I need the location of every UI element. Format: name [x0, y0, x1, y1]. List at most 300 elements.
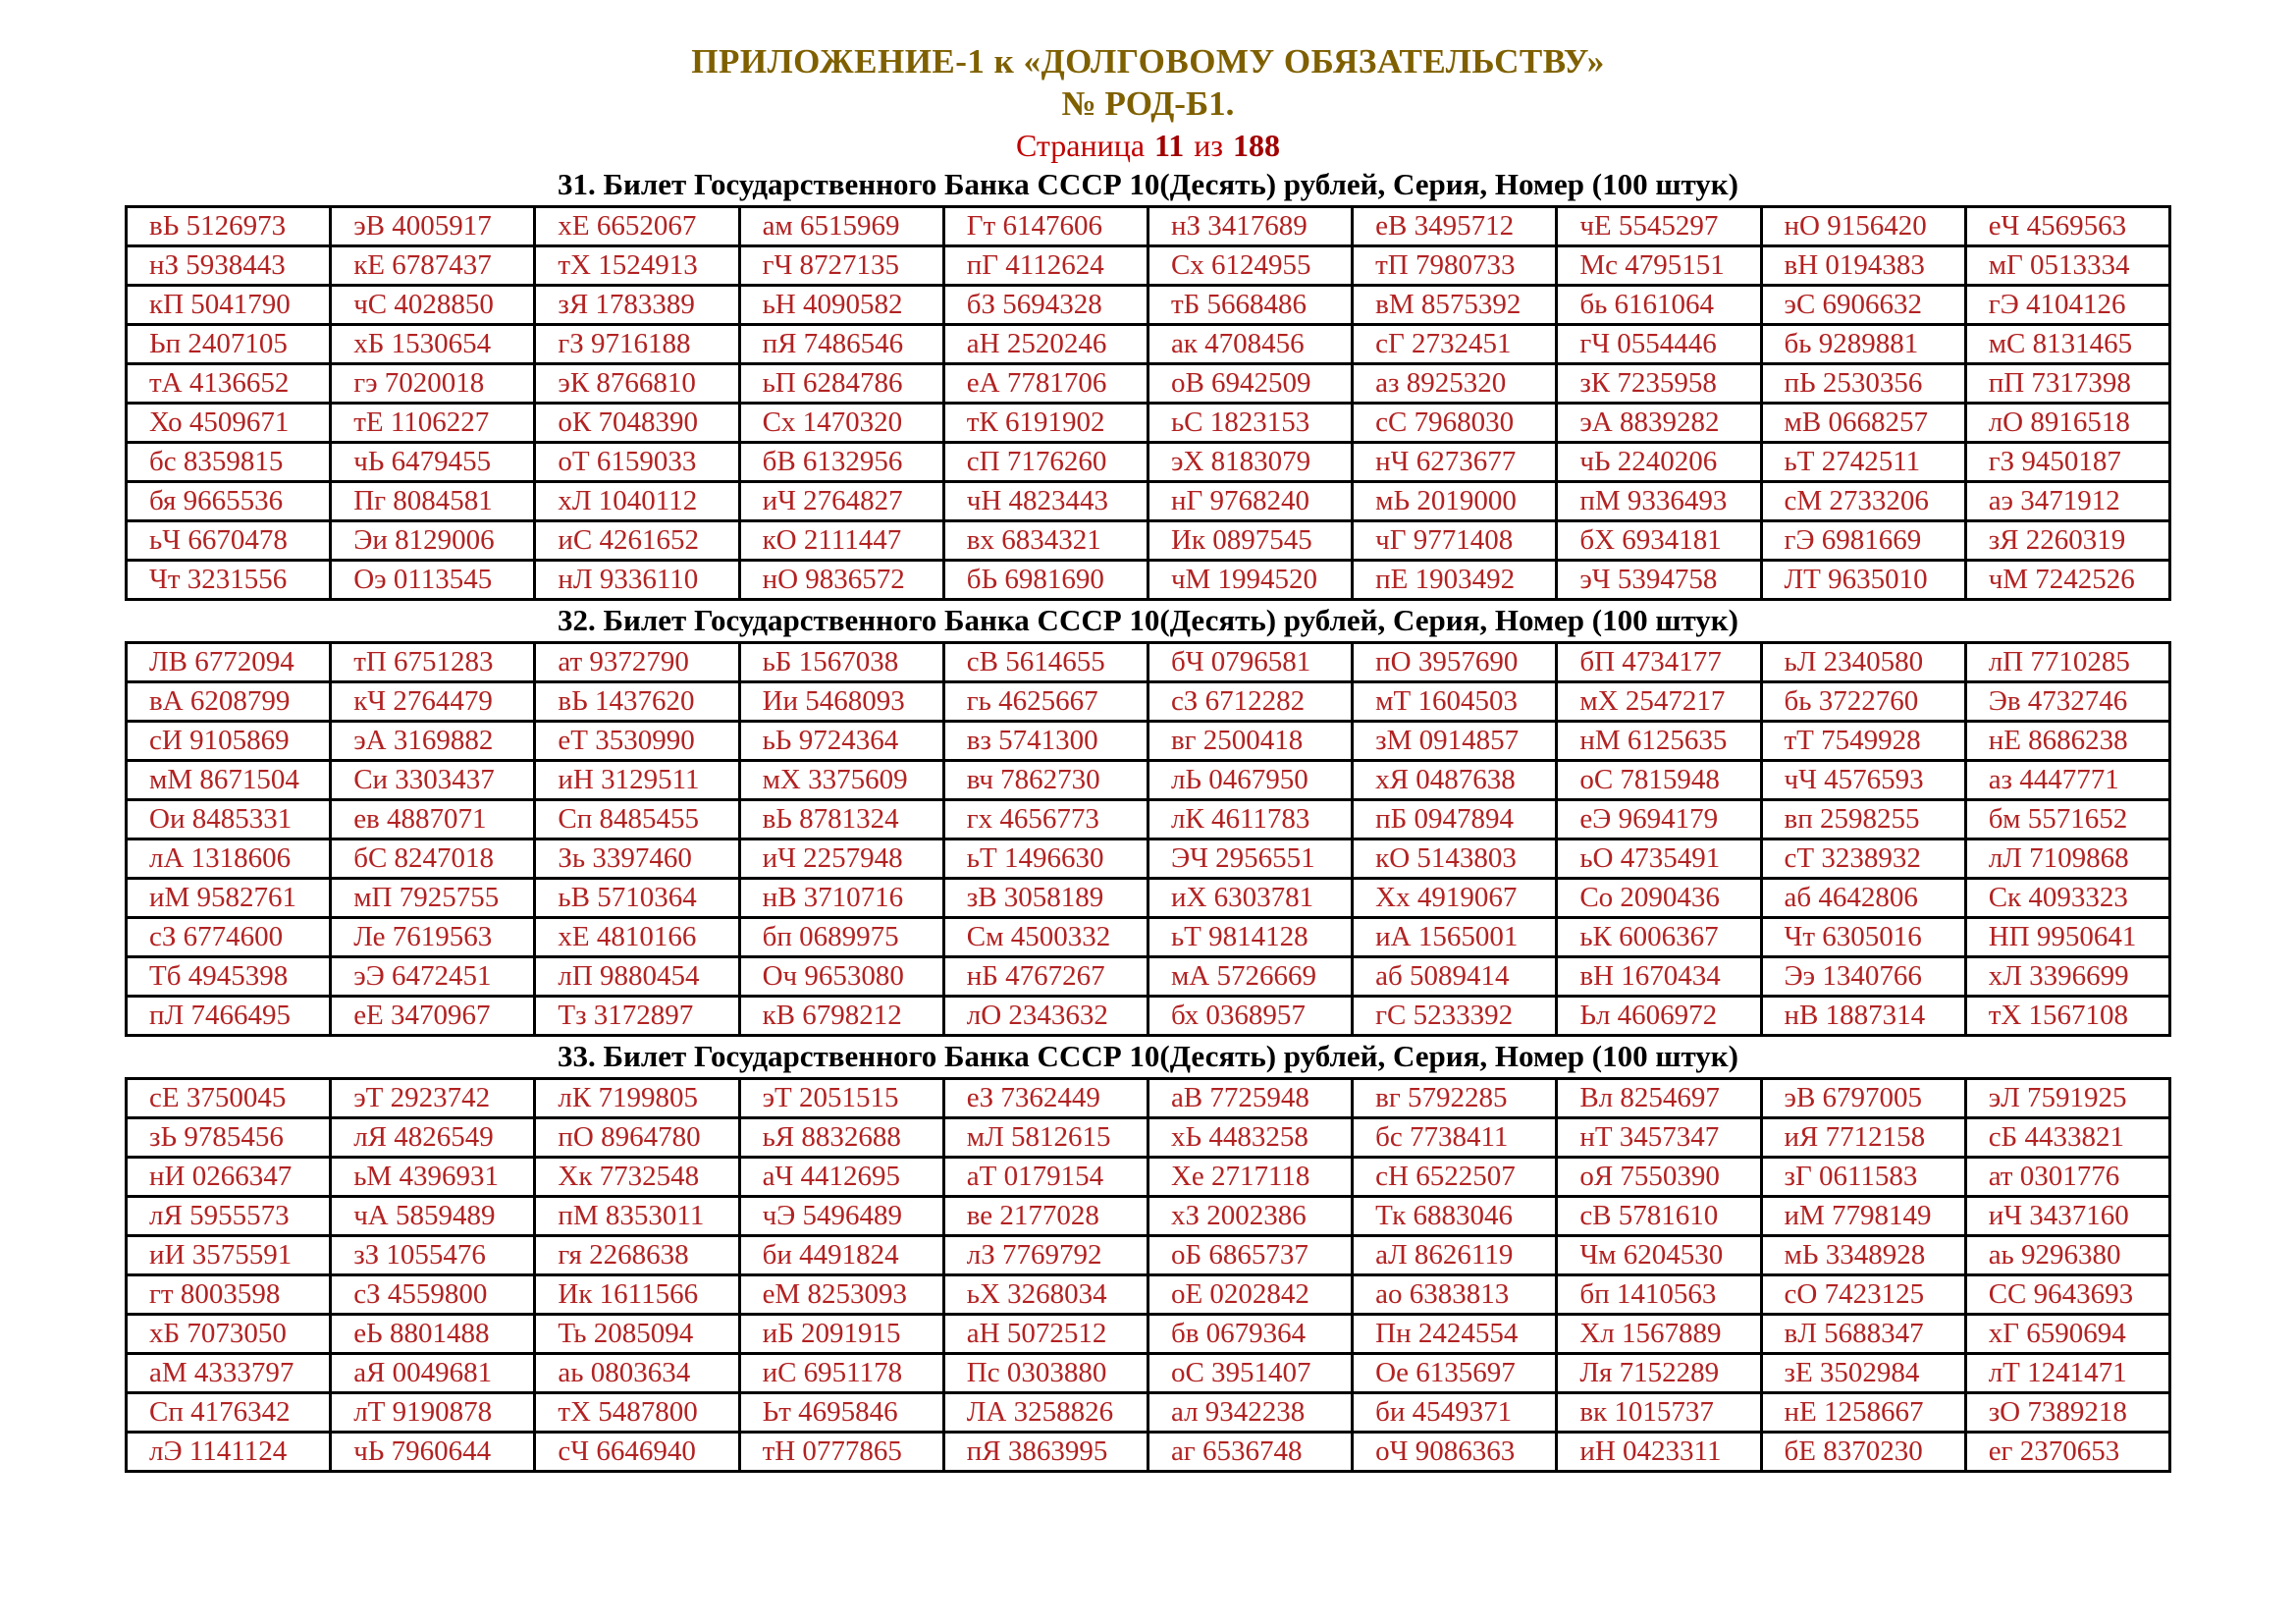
serial-cell: лТ 9190878 — [331, 1393, 535, 1433]
table-row — [127, 325, 2170, 364]
serial-cell: гя 2268638 — [535, 1236, 739, 1275]
serial-cell: аз 4447771 — [1965, 761, 2169, 800]
serial-cell: тЕ 1106227 — [331, 404, 535, 443]
serial-cell: ам 6515969 — [739, 207, 943, 246]
serial-cell: бп 1410563 — [1557, 1275, 1761, 1315]
serial-cell: мА 5726669 — [1148, 957, 1352, 997]
serial-cell: эВ 4005917 — [331, 207, 535, 246]
serial-cell: тН 0777865 — [739, 1433, 943, 1472]
table-row — [127, 839, 2170, 879]
table-row — [127, 286, 2170, 325]
serial-cell: еВ 3495712 — [1353, 207, 1557, 246]
serial-tables-container — [0, 166, 2296, 1473]
table-row — [127, 643, 2170, 682]
table-row — [127, 404, 2170, 443]
serial-cell: вк 1015737 — [1557, 1393, 1761, 1433]
serial-cell: чЬ 7960644 — [331, 1433, 535, 1472]
serial-cell: лЯ 4826549 — [331, 1118, 535, 1158]
serial-cell: пМ 8353011 — [535, 1197, 739, 1236]
serial-cell: Сп 4176342 — [127, 1393, 331, 1433]
serial-cell: гЭ 6981669 — [1761, 521, 1965, 561]
table-row — [127, 1275, 2170, 1315]
serial-cell: аН 2520246 — [943, 325, 1148, 364]
table-row — [127, 246, 2170, 286]
serial-cell: иЧ 3437160 — [1965, 1197, 2169, 1236]
serial-cell: бХ 6934181 — [1557, 521, 1761, 561]
serial-cell: аз 8925320 — [1353, 364, 1557, 404]
serial-cell: ег 2370653 — [1965, 1433, 2169, 1472]
serial-cell: хЗ 2002386 — [1148, 1197, 1352, 1236]
serial-cell: лА 1318606 — [127, 839, 331, 879]
serial-cell: зЯ 1783389 — [535, 286, 739, 325]
serial-cell: оЕ 0202842 — [1148, 1275, 1352, 1315]
serial-cell: мХ 3375609 — [739, 761, 943, 800]
page-total: 188 — [1233, 128, 1281, 163]
serial-cell: Пг 8084581 — [331, 482, 535, 521]
serial-cell: лП 7710285 — [1965, 643, 2169, 682]
serial-cell: сС 7968030 — [1353, 404, 1557, 443]
serial-cell: аЯ 0049681 — [331, 1354, 535, 1393]
serial-cell: вЛ 5688347 — [1761, 1315, 1965, 1354]
serial-cell: НП 9950641 — [1965, 918, 2169, 957]
serial-cell: оВ 6942509 — [1148, 364, 1352, 404]
serial-cell: иИ 3575591 — [127, 1236, 331, 1275]
serial-cell: эТ 2923742 — [331, 1079, 535, 1118]
serial-cell: ьК 6006367 — [1557, 918, 1761, 957]
table-row — [127, 682, 2170, 722]
serial-cell: Ои 8485331 — [127, 800, 331, 839]
serial-cell: аэ 3471912 — [1965, 482, 2169, 521]
serial-table — [125, 1077, 2171, 1473]
serial-cell: вЬ 8781324 — [739, 800, 943, 839]
serial-cell: чА 5859489 — [331, 1197, 535, 1236]
serial-cell: Оэ 0113545 — [331, 561, 535, 600]
serial-cell: оБ 6865737 — [1148, 1236, 1352, 1275]
serial-cell: сВ 5614655 — [943, 643, 1148, 682]
table-row — [127, 761, 2170, 800]
serial-cell: аг 6536748 — [1148, 1433, 1352, 1472]
serial-cell: тБ 5668486 — [1148, 286, 1352, 325]
serial-cell: ьО 4735491 — [1557, 839, 1761, 879]
serial-cell: оК 7048390 — [535, 404, 739, 443]
serial-cell: Ээ 1340766 — [1761, 957, 1965, 997]
serial-cell: Ик 0897545 — [1148, 521, 1352, 561]
serial-cell: Хе 2717118 — [1148, 1158, 1352, 1197]
serial-cell: чЧ 4576593 — [1761, 761, 1965, 800]
serial-cell: Эв 4732746 — [1965, 682, 2169, 722]
table-row — [127, 207, 2170, 246]
table-row — [127, 443, 2170, 482]
serial-cell: мМ 8671504 — [127, 761, 331, 800]
serial-cell: тТ 7549928 — [1761, 722, 1965, 761]
serial-cell: пП 7317398 — [1965, 364, 2169, 404]
serial-cell: лЯ 5955573 — [127, 1197, 331, 1236]
serial-cell: хЯ 0487638 — [1353, 761, 1557, 800]
serial-cell: ьВ 5710364 — [535, 879, 739, 918]
serial-cell: ал 9342238 — [1148, 1393, 1352, 1433]
serial-cell: Ик 1611566 — [535, 1275, 739, 1315]
serial-cell: бв 0679364 — [1148, 1315, 1352, 1354]
serial-cell: гх 4656773 — [943, 800, 1148, 839]
serial-cell: сН 6522507 — [1353, 1158, 1557, 1197]
serial-cell: эК 8766810 — [535, 364, 739, 404]
table-row — [127, 879, 2170, 918]
table-row — [127, 722, 2170, 761]
serial-cell: вз 5741300 — [943, 722, 1148, 761]
serial-cell: лЬ 0467950 — [1148, 761, 1352, 800]
serial-cell: пЛ 7466495 — [127, 997, 331, 1036]
serial-cell: Сх 6124955 — [1148, 246, 1352, 286]
serial-cell: бЧ 0796581 — [1148, 643, 1352, 682]
serial-cell: Пс 0303880 — [943, 1354, 1148, 1393]
serial-cell: сЧ 6646940 — [535, 1433, 739, 1472]
serial-cell: мХ 2547217 — [1557, 682, 1761, 722]
serial-cell: нМ 6125635 — [1557, 722, 1761, 761]
serial-cell: Мс 4795151 — [1557, 246, 1761, 286]
serial-cell: бс 8359815 — [127, 443, 331, 482]
serial-cell: ЛТ 9635010 — [1761, 561, 1965, 600]
serial-cell: ьС 1823153 — [1148, 404, 1352, 443]
serial-cell: бь 3722760 — [1761, 682, 1965, 722]
serial-cell: сЗ 6712282 — [1148, 682, 1352, 722]
serial-cell: аЧ 4412695 — [739, 1158, 943, 1197]
serial-cell: хБ 7073050 — [127, 1315, 331, 1354]
serial-cell: иЧ 2257948 — [739, 839, 943, 879]
serial-cell: Эи 8129006 — [331, 521, 535, 561]
serial-cell: бм 5571652 — [1965, 800, 2169, 839]
table-row — [127, 1118, 2170, 1158]
serial-cell: Ьп 2407105 — [127, 325, 331, 364]
serial-cell: Си 3303437 — [331, 761, 535, 800]
serial-cell: бс 7738411 — [1353, 1118, 1557, 1158]
serial-cell: гС 5233392 — [1353, 997, 1557, 1036]
serial-cell: гЭ 4104126 — [1965, 286, 2169, 325]
serial-cell: вч 7862730 — [943, 761, 1148, 800]
serial-cell: ве 2177028 — [943, 1197, 1148, 1236]
serial-cell: Пн 2424554 — [1353, 1315, 1557, 1354]
serial-cell: хЬ 4483258 — [1148, 1118, 1352, 1158]
serial-cell: ьБ 1567038 — [739, 643, 943, 682]
page-word: Страница — [1015, 128, 1146, 163]
serial-cell: эХ 8183079 — [1148, 443, 1352, 482]
serial-cell: мТ 1604503 — [1353, 682, 1557, 722]
serial-cell: кО 2111447 — [739, 521, 943, 561]
serial-cell: иЧ 2764827 — [739, 482, 943, 521]
serial-cell: Ое 6135697 — [1353, 1354, 1557, 1393]
serial-cell: гЧ 8727135 — [739, 246, 943, 286]
serial-cell: гт 8003598 — [127, 1275, 331, 1315]
serial-cell: пГ 4112624 — [943, 246, 1148, 286]
serial-cell: бя 9665536 — [127, 482, 331, 521]
serial-cell: сВ 5781610 — [1557, 1197, 1761, 1236]
serial-cell: аь 0803634 — [535, 1354, 739, 1393]
serial-cell: Гт 6147606 — [943, 207, 1148, 246]
serial-cell: пЯ 7486546 — [739, 325, 943, 364]
serial-cell: пЬ 2530356 — [1761, 364, 1965, 404]
serial-cell: тП 6751283 — [331, 643, 535, 682]
serial-cell: бп 0689975 — [739, 918, 943, 957]
serial-cell: бС 8247018 — [331, 839, 535, 879]
serial-cell: хЕ 4810166 — [535, 918, 739, 957]
serial-cell: нЕ 1258667 — [1761, 1393, 1965, 1433]
serial-cell: аВ 7725948 — [1148, 1079, 1352, 1118]
table-row — [127, 800, 2170, 839]
serial-cell: пО 8964780 — [535, 1118, 739, 1158]
table-row — [127, 1393, 2170, 1433]
table-row — [127, 997, 2170, 1036]
serial-cell: вН 1670434 — [1557, 957, 1761, 997]
serial-cell: Сх 1470320 — [739, 404, 943, 443]
serial-table — [125, 641, 2171, 1037]
serial-cell: бь 6161064 — [1557, 286, 1761, 325]
serial-cell: еА 7781706 — [943, 364, 1148, 404]
serial-cell: Чт 3231556 — [127, 561, 331, 600]
serial-cell: хБ 1530654 — [331, 325, 535, 364]
serial-cell: нЛ 9336110 — [535, 561, 739, 600]
serial-cell: чЕ 5545297 — [1557, 207, 1761, 246]
serial-cell: кЕ 6787437 — [331, 246, 535, 286]
serial-cell: пЕ 1903492 — [1353, 561, 1557, 600]
serial-cell: оТ 6159033 — [535, 443, 739, 482]
table-row — [127, 561, 2170, 600]
serial-cell: бх 0368957 — [1148, 997, 1352, 1036]
serial-cell: ЛА 3258826 — [943, 1393, 1148, 1433]
page-number: 11 — [1154, 128, 1185, 163]
serial-cell: ьМ 4396931 — [331, 1158, 535, 1197]
serial-cell: тХ 5487800 — [535, 1393, 739, 1433]
table-row — [127, 1197, 2170, 1236]
serial-cell: нЧ 6273677 — [1353, 443, 1557, 482]
serial-cell: чН 4823443 — [943, 482, 1148, 521]
serial-cell: вН 0194383 — [1761, 246, 1965, 286]
serial-cell: бВ 6132956 — [739, 443, 943, 482]
serial-cell: оЯ 7550390 — [1557, 1158, 1761, 1197]
serial-cell: эС 6906632 — [1761, 286, 1965, 325]
serial-cell: нИ 0266347 — [127, 1158, 331, 1197]
serial-cell: аЛ 8626119 — [1353, 1236, 1557, 1275]
serial-cell: ЭЧ 2956551 — [1148, 839, 1352, 879]
serial-cell: пЯ 3863995 — [943, 1433, 1148, 1472]
serial-cell: лО 2343632 — [943, 997, 1148, 1036]
serial-cell: Тб 4945398 — [127, 957, 331, 997]
serial-cell: вЬ 1437620 — [535, 682, 739, 722]
table-row — [127, 957, 2170, 997]
serial-cell: эЭ 6472451 — [331, 957, 535, 997]
serial-cell: иС 4261652 — [535, 521, 739, 561]
serial-cell: тК 6191902 — [943, 404, 1148, 443]
serial-cell: ак 4708456 — [1148, 325, 1352, 364]
serial-cell: нО 9156420 — [1761, 207, 1965, 246]
serial-cell: вх 6834321 — [943, 521, 1148, 561]
serial-cell: ьТ 9814128 — [1148, 918, 1352, 957]
serial-cell: чЬ 6479455 — [331, 443, 535, 482]
serial-cell: Хл 1567889 — [1557, 1315, 1761, 1354]
serial-cell: сГ 2732451 — [1353, 325, 1557, 364]
serial-cell: лК 7199805 — [535, 1079, 739, 1118]
serial-cell: Ск 4093323 — [1965, 879, 2169, 918]
table-row — [127, 1236, 2170, 1275]
serial-cell: еТ 3530990 — [535, 722, 739, 761]
serial-cell: лЗ 7769792 — [943, 1236, 1148, 1275]
serial-cell: сМ 2733206 — [1761, 482, 1965, 521]
serial-cell: кП 5041790 — [127, 286, 331, 325]
serial-cell: чМ 1994520 — [1148, 561, 1352, 600]
serial-cell: пБ 0947894 — [1353, 800, 1557, 839]
table-row — [127, 364, 2170, 404]
serial-cell: иЯ 7712158 — [1761, 1118, 1965, 1158]
table-row — [127, 1079, 2170, 1118]
serial-cell: гЧ 0554446 — [1557, 325, 1761, 364]
serial-cell: Хо 4509671 — [127, 404, 331, 443]
table-row — [127, 1433, 2170, 1472]
serial-cell: кО 5143803 — [1353, 839, 1557, 879]
serial-cell: еЕ 3470967 — [331, 997, 535, 1036]
serial-cell: Ть 2085094 — [535, 1315, 739, 1354]
serial-cell: Ьт 4695846 — [739, 1393, 943, 1433]
serial-cell: вМ 8575392 — [1353, 286, 1557, 325]
serial-cell: См 4500332 — [943, 918, 1148, 957]
serial-cell: иБ 2091915 — [739, 1315, 943, 1354]
serial-cell: Ьл 4606972 — [1557, 997, 1761, 1036]
table-title: 33. Билет Государственного Банка СССР 10(Десять) рублей, Серия, Номер (100 штук) — [557, 1039, 1738, 1073]
serial-cell: бь 9289881 — [1761, 325, 1965, 364]
serial-cell: иН 0423311 — [1557, 1433, 1761, 1472]
serial-cell: ев 4887071 — [331, 800, 535, 839]
serial-cell: Ля 7152289 — [1557, 1354, 1761, 1393]
serial-cell: нВ 3710716 — [739, 879, 943, 918]
serial-cell: нЕ 8686238 — [1965, 722, 2169, 761]
serial-cell: бЗ 5694328 — [943, 286, 1148, 325]
serial-cell: мВ 0668257 — [1761, 404, 1965, 443]
serial-cell: вА 6208799 — [127, 682, 331, 722]
serial-cell: мЛ 5812615 — [943, 1118, 1148, 1158]
serial-cell: еЭ 9694179 — [1557, 800, 1761, 839]
table-row — [127, 1354, 2170, 1393]
serial-cell: еЬ 8801488 — [331, 1315, 535, 1354]
serial-cell: лО 8916518 — [1965, 404, 2169, 443]
serial-cell: нВ 1887314 — [1761, 997, 1965, 1036]
serial-cell: еЗ 7362449 — [943, 1079, 1148, 1118]
serial-cell: Ии 5468093 — [739, 682, 943, 722]
serial-cell: зМ 0914857 — [1353, 722, 1557, 761]
serial-cell: Зь 3397460 — [535, 839, 739, 879]
serial-cell: мЬ 2019000 — [1353, 482, 1557, 521]
serial-cell: бП 4734177 — [1557, 643, 1761, 682]
serial-cell: чЬ 2240206 — [1557, 443, 1761, 482]
serial-cell: иМ 7798149 — [1761, 1197, 1965, 1236]
serial-cell: лТ 1241471 — [1965, 1354, 2169, 1393]
serial-cell: ьЛ 2340580 — [1761, 643, 1965, 682]
serial-cell: гЗ 9716188 — [535, 325, 739, 364]
serial-cell: хЛ 3396699 — [1965, 957, 2169, 997]
serial-cell: иА 1565001 — [1353, 918, 1557, 957]
table-title: 31. Билет Государственного Банка СССР 10(Десять) рублей, Серия, Номер (100 штук) — [557, 167, 1738, 201]
serial-cell: зВ 3058189 — [943, 879, 1148, 918]
serial-cell: эА 3169882 — [331, 722, 535, 761]
table-row — [127, 1315, 2170, 1354]
serial-cell: Вл 8254697 — [1557, 1079, 1761, 1118]
serial-cell: зЗ 1055476 — [331, 1236, 535, 1275]
serial-cell: тП 7980733 — [1353, 246, 1557, 286]
serial-cell: лЛ 7109868 — [1965, 839, 2169, 879]
serial-cell: чМ 7242526 — [1965, 561, 2169, 600]
serial-cell: кЧ 2764479 — [331, 682, 535, 722]
serial-cell: эТ 2051515 — [739, 1079, 943, 1118]
serial-cell: вЬ 5126973 — [127, 207, 331, 246]
serial-cell: Со 2090436 — [1557, 879, 1761, 918]
serial-cell: лП 9880454 — [535, 957, 739, 997]
serial-cell: тА 4136652 — [127, 364, 331, 404]
serial-cell: чГ 9771408 — [1353, 521, 1557, 561]
serial-cell: еМ 8253093 — [739, 1275, 943, 1315]
serial-cell: оС 7815948 — [1557, 761, 1761, 800]
serial-cell: иС 6951178 — [739, 1354, 943, 1393]
serial-cell: би 4549371 — [1353, 1393, 1557, 1433]
serial-cell: аТ 0179154 — [943, 1158, 1148, 1197]
serial-cell: гэ 7020018 — [331, 364, 535, 404]
serial-cell: ЛВ 6772094 — [127, 643, 331, 682]
serial-cell: мЬ 3348928 — [1761, 1236, 1965, 1275]
serial-cell: зГ 0611583 — [1761, 1158, 1965, 1197]
serial-cell: вп 2598255 — [1761, 800, 1965, 839]
serial-cell: нЗ 3417689 — [1148, 207, 1352, 246]
serial-cell: лК 4611783 — [1148, 800, 1352, 839]
serial-cell: кВ 6798212 — [739, 997, 943, 1036]
serial-cell: пО 3957690 — [1353, 643, 1557, 682]
serial-cell: Оч 9653080 — [739, 957, 943, 997]
serial-cell: ьП 6284786 — [739, 364, 943, 404]
serial-cell: чЭ 5496489 — [739, 1197, 943, 1236]
serial-cell: би 4491824 — [739, 1236, 943, 1275]
serial-cell: нБ 4767267 — [943, 957, 1148, 997]
table-row — [127, 521, 2170, 561]
serial-cell: ьТ 1496630 — [943, 839, 1148, 879]
serial-cell: ат 9372790 — [535, 643, 739, 682]
serial-cell: сИ 9105869 — [127, 722, 331, 761]
serial-table — [125, 205, 2171, 601]
serial-cell: гЗ 9450187 — [1965, 443, 2169, 482]
document-number: № РОД-Б1. — [1061, 84, 1235, 123]
serial-cell: эА 8839282 — [1557, 404, 1761, 443]
table-title: 32. Билет Государственного Банка СССР 10(Десять) рублей, Серия, Номер (100 штук) — [557, 603, 1738, 637]
table-row — [127, 482, 2170, 521]
serial-cell: сП 7176260 — [943, 443, 1148, 482]
serial-cell: оС 3951407 — [1148, 1354, 1352, 1393]
serial-cell: аН 5072512 — [943, 1315, 1148, 1354]
serial-cell: хЛ 1040112 — [535, 482, 739, 521]
serial-cell: мП 7925755 — [331, 879, 535, 918]
serial-cell: пМ 9336493 — [1557, 482, 1761, 521]
serial-cell: ьН 4090582 — [739, 286, 943, 325]
serial-cell: ьХ 3268034 — [943, 1275, 1148, 1315]
serial-cell: зО 7389218 — [1965, 1393, 2169, 1433]
serial-cell: эЛ 7591925 — [1965, 1079, 2169, 1118]
serial-cell: нГ 9768240 — [1148, 482, 1352, 521]
serial-cell: аб 4642806 — [1761, 879, 1965, 918]
serial-cell: эВ 6797005 — [1761, 1079, 1965, 1118]
serial-cell: зЯ 2260319 — [1965, 521, 2169, 561]
serial-cell: Чт 6305016 — [1761, 918, 1965, 957]
serial-cell: сЗ 6774600 — [127, 918, 331, 957]
serial-cell: СС 9643693 — [1965, 1275, 2169, 1315]
serial-cell: бЕ 8370230 — [1761, 1433, 1965, 1472]
serial-cell: сЕ 3750045 — [127, 1079, 331, 1118]
serial-cell: аб 5089414 — [1353, 957, 1557, 997]
serial-cell: ьЯ 8832688 — [739, 1118, 943, 1158]
serial-cell: чС 4028850 — [331, 286, 535, 325]
serial-cell: Хх 4919067 — [1353, 879, 1557, 918]
serial-cell: зЬ 9785456 — [127, 1118, 331, 1158]
